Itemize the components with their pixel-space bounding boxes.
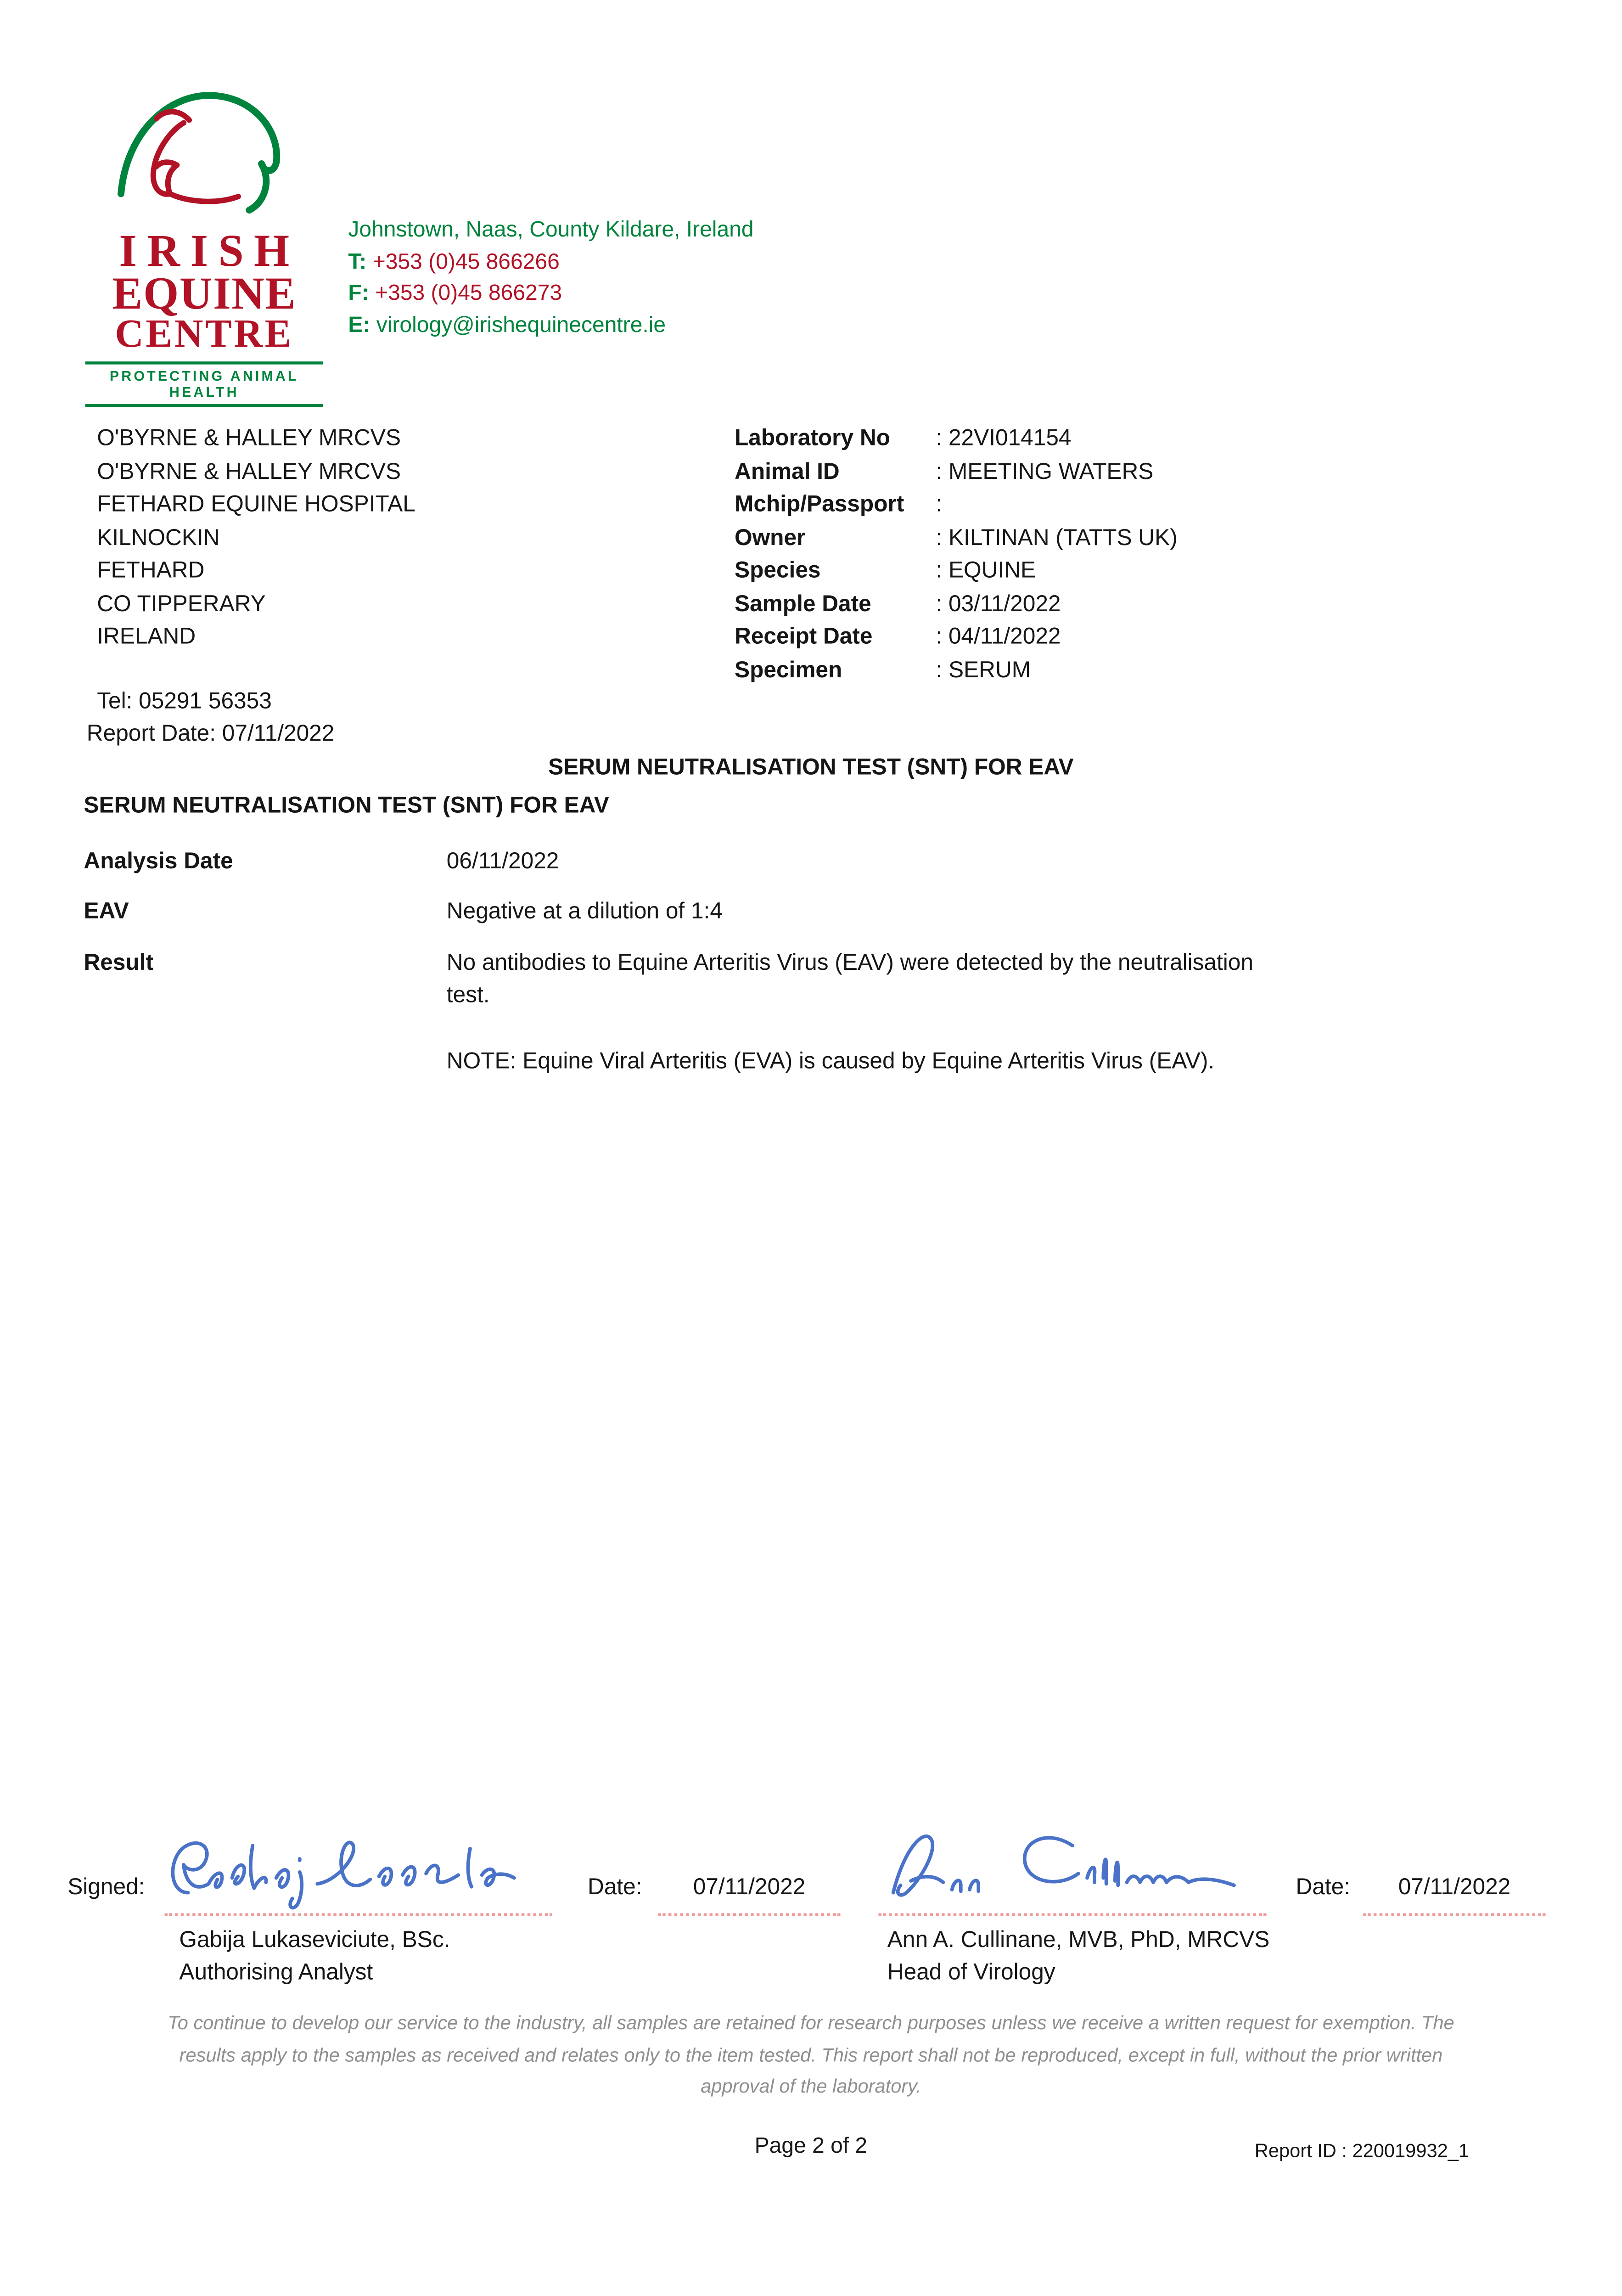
logo-tagline: PROTECTING ANIMAL HEALTH bbox=[85, 361, 323, 406]
result-row bbox=[84, 1046, 1284, 1078]
report-id: Report ID : 220019932_1 bbox=[1254, 2139, 1469, 2162]
head-sign-date: 07/11/2022 bbox=[1364, 1875, 1546, 1916]
detail-row bbox=[735, 655, 1178, 688]
detail-value: : EQUINE bbox=[936, 558, 1036, 584]
addressee-block bbox=[86, 423, 415, 752]
detail-label: Animal ID bbox=[735, 459, 840, 484]
email-label: E: bbox=[348, 312, 370, 338]
result-label: EAV bbox=[84, 899, 129, 924]
logo-word-irish: IRISH bbox=[119, 225, 300, 276]
result-value: No antibodies to Equine Arteritis Virus (EAV) were detected by the neutralisation test. bbox=[446, 951, 1253, 1008]
detail-label: Mchip/Passport bbox=[735, 492, 904, 518]
phone-label: T: bbox=[348, 249, 367, 274]
addressee-telephone: Tel: 05291 56353 bbox=[97, 688, 272, 714]
results-table bbox=[84, 846, 1284, 1079]
result-label: Result bbox=[84, 951, 153, 976]
addressee-line: FETHARD EQUINE HOSPITAL bbox=[97, 492, 415, 518]
head-name: Ann A. Cullinane, MVB, PhD, MRCVS bbox=[887, 1928, 1270, 1953]
result-value: 06/11/2022 bbox=[446, 849, 559, 874]
signed-label: Signed: bbox=[67, 1875, 145, 1900]
email-address: virology@irishequinecentre.ie bbox=[376, 312, 666, 338]
disclaimer-text: To continue to develop our service to the industry, all samples are retained for research purposes unless we receive a written request for exemption. The results apply to the samples as received and relates only to the item tested. This report shall not be reproduced, except in full, without the prior written approval of the laboratory. bbox=[168, 2011, 1454, 2097]
logo-wordmark bbox=[85, 225, 323, 356]
contact-fax-line bbox=[348, 278, 753, 310]
detail-label: Laboratory No bbox=[735, 426, 890, 451]
detail-label: Owner bbox=[735, 525, 806, 551]
detail-label: Sample Date bbox=[735, 591, 871, 617]
analyst-signature-line bbox=[164, 1913, 552, 1916]
contact-info bbox=[348, 214, 753, 341]
phone-number: +353 (0)45 866266 bbox=[372, 249, 560, 274]
addressee-line: KILNOCKIN bbox=[97, 525, 220, 551]
logo-word-equine: EQUINE bbox=[112, 267, 297, 319]
analyst-role: Authorising Analyst bbox=[179, 1960, 373, 1986]
result-value: Negative at a dilution of 1:4 bbox=[446, 899, 723, 924]
head-of-virology-signature-icon bbox=[879, 1825, 1261, 1910]
result-row bbox=[84, 846, 1284, 878]
head-role: Head of Virology bbox=[887, 1960, 1055, 1986]
detail-row bbox=[735, 456, 1178, 490]
detail-row bbox=[735, 556, 1178, 589]
detail-value: : 04/11/2022 bbox=[936, 625, 1061, 650]
result-label: Analysis Date bbox=[84, 849, 233, 874]
contact-address: Johnstown, Naas, County Kildare, Ireland bbox=[348, 217, 754, 242]
horse-logo-icon bbox=[95, 76, 313, 229]
contact-phone-line bbox=[348, 246, 753, 278]
date-label: Date: bbox=[588, 1875, 642, 1900]
addressee-line: O'BYRNE & HALLEY MRCVS bbox=[97, 426, 401, 451]
analyst-sign-date: 07/11/2022 bbox=[658, 1875, 841, 1916]
sample-details bbox=[735, 423, 1178, 688]
report-date: Report Date: 07/11/2022 bbox=[86, 721, 335, 747]
fax-label: F: bbox=[348, 281, 369, 306]
detail-value: : 03/11/2022 bbox=[936, 591, 1061, 617]
detail-label: Receipt Date bbox=[735, 625, 873, 650]
report-title-centered: SERUM NEUTRALISATION TEST (SNT) FOR EAV bbox=[548, 755, 1074, 781]
detail-value: : KILTINAN (TATTS UK) bbox=[936, 525, 1178, 551]
result-label bbox=[84, 1046, 446, 1078]
detail-row bbox=[735, 589, 1178, 622]
detail-row bbox=[735, 523, 1178, 556]
logo-word-centre: CENTRE bbox=[115, 312, 294, 356]
analyst-signature-icon bbox=[164, 1834, 517, 1913]
report-title-section: SERUM NEUTRALISATION TEST (SNT) FOR EAV bbox=[84, 793, 609, 819]
detail-value: : bbox=[936, 492, 943, 518]
head-identity bbox=[887, 1925, 1270, 1990]
detail-value: : 22VI014154 bbox=[936, 426, 1072, 451]
result-row bbox=[84, 948, 1284, 1013]
result-note: NOTE: Equine Viral Arteritis (EVA) is caused by Equine Arteritis Virus (EAV). bbox=[446, 1049, 1215, 1075]
result-row bbox=[84, 896, 1284, 929]
addressee-line: IRELAND bbox=[97, 625, 196, 650]
detail-value: : SERUM bbox=[936, 658, 1031, 683]
fax-number: +353 (0)45 866273 bbox=[375, 281, 562, 306]
date-label: Date: bbox=[1296, 1875, 1350, 1900]
detail-label: Species bbox=[735, 558, 821, 584]
detail-value: : MEETING WATERS bbox=[936, 459, 1154, 484]
detail-label: Specimen bbox=[735, 658, 842, 683]
detail-row bbox=[735, 490, 1178, 523]
analyst-name: Gabija Lukaseviciute, BSc. bbox=[179, 1928, 450, 1953]
detail-row bbox=[735, 622, 1178, 655]
analyst-identity bbox=[179, 1925, 450, 1990]
addressee-line: FETHARD bbox=[97, 558, 205, 584]
addressee-line: O'BYRNE & HALLEY MRCVS bbox=[97, 459, 401, 484]
contact-email-line bbox=[348, 310, 753, 341]
detail-row bbox=[735, 423, 1178, 456]
head-signature-line bbox=[879, 1913, 1267, 1916]
irish-equine-centre-logo bbox=[85, 76, 323, 406]
addressee-line: CO TIPPERARY bbox=[97, 591, 266, 617]
page-number: Page 2 of 2 bbox=[754, 2133, 868, 2159]
